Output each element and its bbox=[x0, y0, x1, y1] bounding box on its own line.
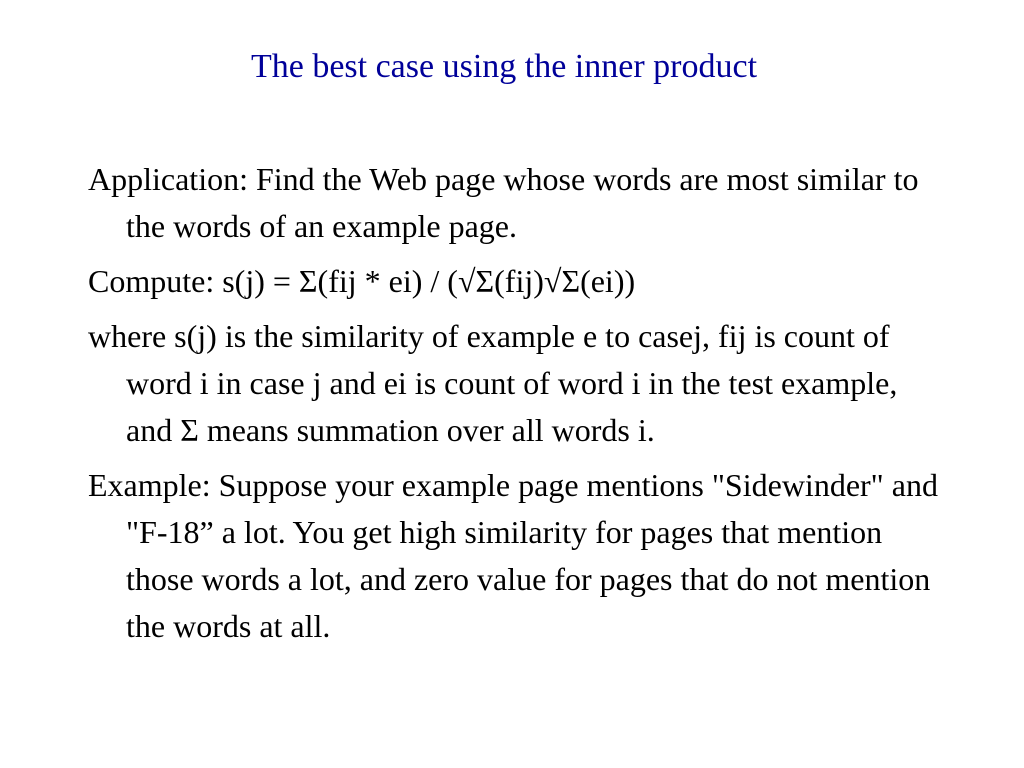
paragraph-compute-formula: Compute: s(j) = Σ(fij * ei) / (√Σ(fij)√Σ(ei)) bbox=[88, 263, 636, 299]
paragraph-application: Application: Find the Web page whose words are most similar to the words of an example page. bbox=[88, 161, 919, 244]
slide-body bbox=[88, 156, 948, 658]
paragraph-example: Example: Suppose your example page mentions "Sidewinder" and "F-18” a lot. You get high similarity for pages that mention those words a lot, and zero value for pages that do not mention the words at all. bbox=[88, 467, 938, 644]
slide-title: The best case using the inner product bbox=[250, 48, 758, 85]
paragraph-definitions: where s(j) is the similarity of example e to casej, fij is count of word i in case j and ei is count of word i in the test example, and Σ means summation over all words i. bbox=[88, 318, 898, 448]
